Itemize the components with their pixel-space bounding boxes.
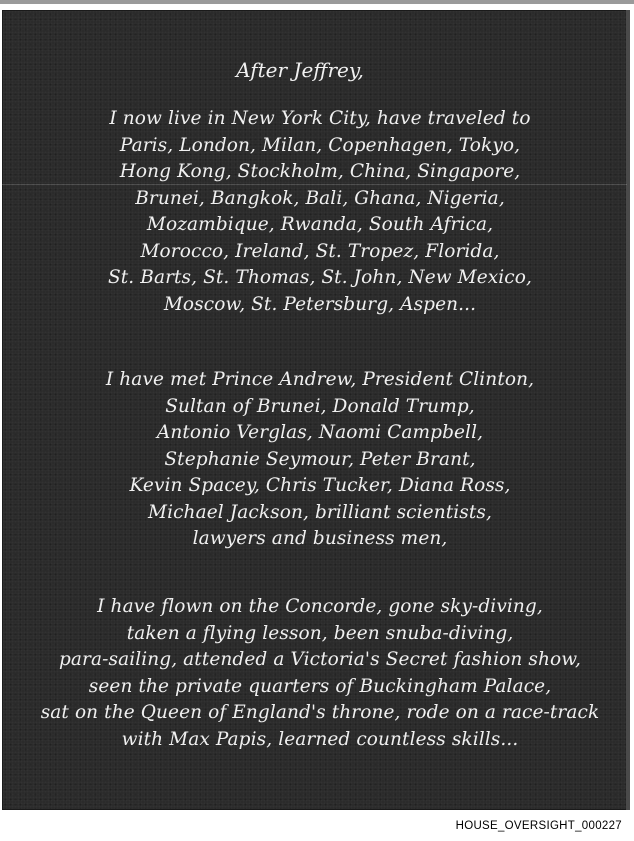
scan-top-border [0, 0, 634, 4]
experience-line: sat on the Queen of England's throne, rode on a race-track [40, 702, 600, 723]
bates-stamp: HOUSE_OVERSIGHT_000227 [455, 820, 622, 832]
page-edge-shadow [626, 10, 630, 810]
travel-line: Mozambique, Rwanda, South Africa, [146, 214, 494, 235]
travel-paragraph [20, 106, 620, 318]
travel-line: Morocco, Ireland, St. Tropez, Florida, [140, 240, 500, 262]
letter-heading: After Jeffrey, [236, 58, 364, 82]
travel-line: Paris, London, Milan, Copenhagen, Tokyo, [119, 134, 521, 156]
experience-line: with Max Papis, learned countless skills... [121, 728, 519, 750]
travel-line: Brunei, Bangkok, Bali, Ghana, Nigeria, [135, 187, 505, 209]
experience-line: para-sailing, attended a Victoria's Secret fashion show, [58, 649, 581, 670]
people-met-line: Sultan of Brunei, Donald Trump, [165, 395, 475, 417]
travel-line: Moscow, St. Petersburg, Aspen... [163, 293, 477, 315]
people-met-line: Kevin Spacey, Chris Tucker, Diana Ross, [129, 475, 511, 496]
experience-line: I have flown on the Concorde, gone sky-diving, [97, 596, 543, 617]
people-met-line: Stephanie Seymour, Peter Brant, [164, 448, 476, 470]
people-met-paragraph [20, 367, 620, 553]
experience-line: taken a flying lesson, been snuba-diving, [126, 622, 514, 644]
travel-line: I now live in New York City, have traveled to [109, 108, 531, 129]
experience-line: seen the private quarters of Buckingham Palace, [88, 675, 552, 697]
people-met-line: lawyers and business men, [192, 528, 448, 549]
travel-line: Hong Kong, Stockholm, China, Singapore, [119, 161, 521, 182]
travel-line: St. Barts, St. Thomas, St. John, New Mexico, [107, 267, 532, 288]
experiences-paragraph [20, 594, 620, 753]
people-met-line: I have met Prince Andrew, President Clinton, [105, 369, 535, 390]
people-met-line: Michael Jackson, brilliant scientists, [148, 501, 492, 523]
people-met-line: Antonio Verglas, Naomi Campbell, [156, 422, 484, 443]
